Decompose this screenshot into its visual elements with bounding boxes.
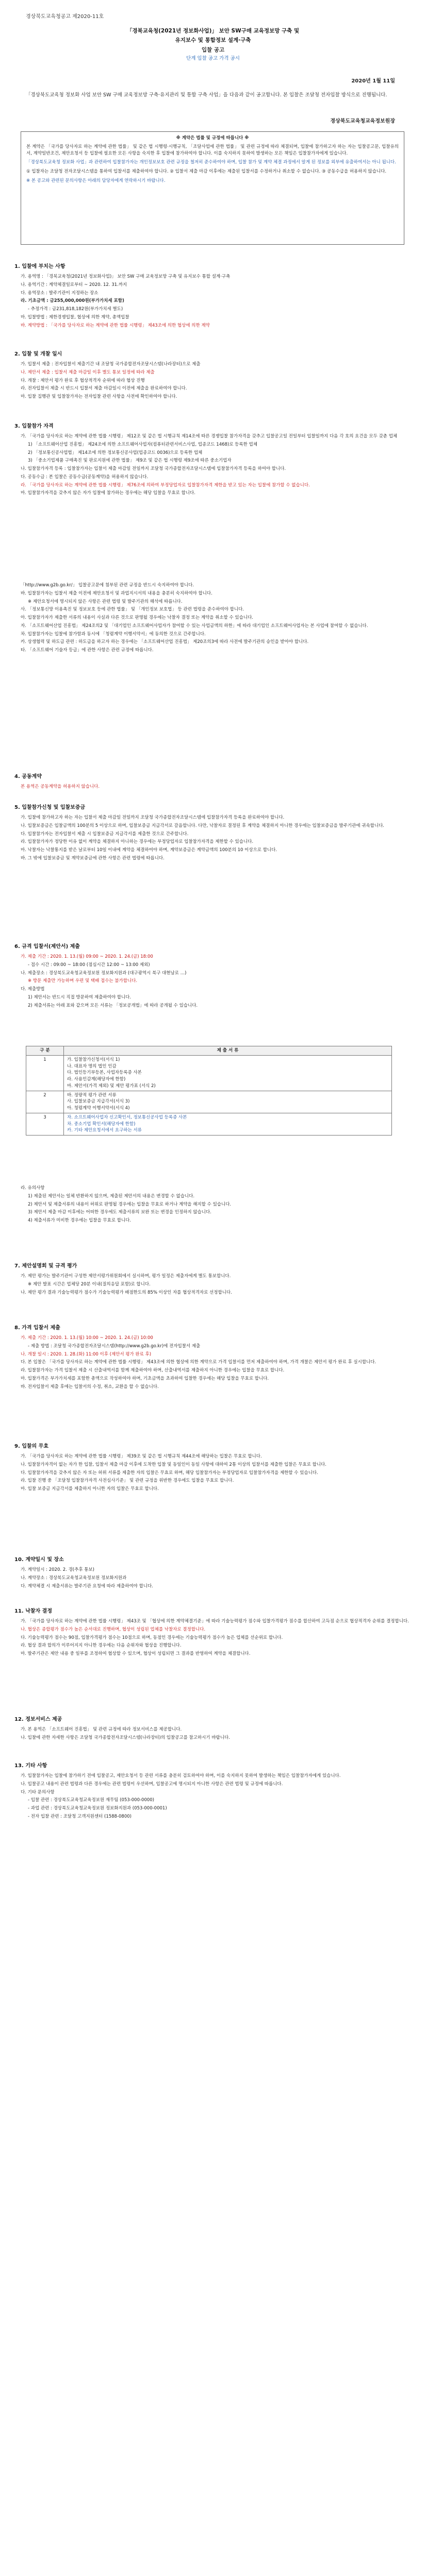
- section-line: 자. 「소프트웨어산업 진흥법」 제24조의2 및 「대기업인 소프트웨어사업자가 참여할 수 있는 사업금액의 하한」에 따라 대기업인 소프트웨어사업자는 본 사업에 참여할 수 없습니다.: [21, 623, 368, 629]
- section-line: 4) 제출서류가 미비한 경우에는 입찰을 무효로 합니다.: [28, 1218, 132, 1223]
- section-line: 나. 입찰참가자격이 없는 자가 한 입찰, 입찰서 제출 마감 이후에 도착한 입찰 및 동일인이 동일 사항에 대하여 2통 이상의 입찰서를 제출한 입찰은 무효로 합니다.: [21, 1462, 326, 1467]
- section-line: 가. 제출 기간 : 2020. 1. 13.(월) 09:00 ~ 2020. 1. 24.(금) 18:00: [21, 954, 153, 959]
- section-line: 다. 기타 문의사항: [21, 1789, 55, 1795]
- section-8: [14, 1324, 412, 1392]
- section-line: 나. 계약장소 : 경상북도교육청교육정보원 정보화지원과: [21, 1575, 127, 1581]
- row-content: 자. 소프트웨어사업자 신고확인서, 정보통신공사업 등록증 사본 차. 중소기업 확인서(해당자에 한함) 카. 기타 제안요청서에서 요구하는 서류: [64, 1113, 392, 1135]
- section-line: 나. 개찰 일시 : 2020. 1. 28.(화) 11:00 이후 (제안서 평가 완료 후): [21, 1351, 152, 1357]
- section-line: 가. 계약일시 : 2020. 2. 경(추후 통보): [21, 1567, 94, 1572]
- section-title: 9. 입찰의 무효: [14, 1444, 49, 1449]
- section-line: 마. 입찰가격은 부가가치세를 포함한 총액으로 작성하여야 하며, 기초금액을 초과하여 입찰한 경우에는 해당 입찰을 무효로 합니다.: [21, 1376, 269, 1381]
- section-line: 라. 유의사항: [21, 1185, 45, 1191]
- section-line: 마. 입찰 집행관 및 입찰참가자는 전자입찰 관련 사항을 사전에 확인하여야 합니다.: [21, 394, 177, 399]
- section-line: 가. 제출 기간 : 2020. 1. 13.(월) 10:00 ~ 2020. 1. 24.(금) 10:00: [21, 1335, 153, 1341]
- section-title: 7. 제안설명회 및 규격 평가: [14, 1263, 77, 1269]
- section-line: 다. 본 입찰은 「국가를 당사자로 하는 계약에 관한 법률 시행령」 제43조에 의한 협상에 의한 계약으로 가격 입찰서를 먼저 제출하여야 하며, 가격 개찰은 제안서 평가 완료 후 실시합니다.: [21, 1360, 376, 1365]
- section-title: 12. 정보서비스 제공: [14, 1717, 62, 1722]
- section-line: 아. 입찰참가자가 제출한 서류의 내용이 사실과 다른 것으로 판명될 경우에는 낙찰자 결정 또는 계약을 취소할 수 있습니다.: [21, 615, 253, 620]
- notice-heading: ※ 계약은 법률 및 규정에 따릅니다 ※: [176, 135, 249, 141]
- section-line: 나. 협상은 종합평가 점수가 높은 순서대로 진행하며, 협상이 성립된 업체를 낙찰자로 결정합니다.: [21, 1626, 206, 1632]
- documents-table: [26, 1046, 392, 1136]
- section-line: 마. 입찰방법 : 제한경쟁입찰, 협상에 의한 계약, 총액입찰: [21, 314, 129, 320]
- section-line: 2) 제안서 및 제출서류의 내용이 허위로 판명될 경우에는 입찰을 무효로 하거나 계약을 해지할 수 있습니다.: [28, 1201, 232, 1207]
- title-line-1: 「경북교육청(2021년 정보화사업)」 보안 SW구매 교육정보망 구축 및: [126, 28, 300, 34]
- section-line: 라. 협상 결과 합의가 이루어지지 아니한 경우에는 다음 순위자와 협상을 진행합니다.: [21, 1643, 182, 1649]
- row-content: 가. 입찰참가신청서(서식 1) 나. 대표자 명의 법인 인감 다. 법인등기부등본, 사업자등록증 사본 라. 사용인감계(해당자에 한함) 마. 제안서(가격 제외) 및 제안 평가표 (서식 2): [64, 1055, 392, 1091]
- section-line: 가. 입찰에 참가하고자 하는 자는 입찰서 제출 마감일 전일까지 조달청 국가종합전자조달시스템에 입찰참가자격 등록을 완료하여야 합니다.: [21, 815, 285, 820]
- section-line: - 입찰 관련 : 경상북도교육청교육정보원 재무팀 (053-000-0000): [28, 1798, 154, 1803]
- section-line: ※ 제안 발표 시간은 업체당 20분 이내(질의응답 포함)로 합니다.: [28, 1281, 151, 1287]
- section-line: 본 용역은 공동계약을 허용하지 않습니다.: [21, 784, 100, 789]
- notice-paragraph: 「경상북도교육청 정보화 사업」과 관련하여 입찰참가자는 개인정보보호 관련 규정을 철저히 준수하여야 하며, 입찰 참가 및 계약 체결 과정에서 알게 된 정보를 외부에 유출하여서는 아니 됩니다.: [26, 160, 396, 165]
- section-6-notes: [14, 1185, 412, 1226]
- section-line: 라. 기초금액 : 금255,000,000원(부가가치세 포함): [21, 298, 124, 304]
- section-line: 타. 「소프트웨어 기술자 등급」에 관한 사항은 관련 규정에 따릅니다.: [21, 648, 154, 653]
- table-header-row: [26, 1046, 392, 1056]
- title-line-2: 유지보수 및 통합정보 설계·구축: [175, 37, 251, 43]
- section-line: - 과업 관련 : 경상북도교육청교육정보원 정보화지원과 (053-000-0001): [28, 1806, 167, 1811]
- notice-number: 경상북도교육청공고 제2020-11호: [26, 14, 104, 20]
- section-line: 다. 공동수급 : 본 입찰은 공동수급(공동계약)을 허용하지 않습니다.: [21, 474, 149, 480]
- section-1: [14, 263, 412, 330]
- section-title: 13. 기타 사항: [14, 1763, 47, 1769]
- section-title: 8. 가격 입찰서 제출: [14, 1325, 60, 1331]
- section-line: 나. 제안서 제출 : 입찰서 제출 마감일 이후 별도 통보 일정에 따라 제출: [21, 369, 155, 375]
- notice-paragraph: ※ 본 공고와 관련된 문의사항은 아래의 담당자에게 연락하시기 바랍니다.: [26, 178, 166, 183]
- section-line: 사. 「정보통신망 이용촉진 및 정보보호 등에 관한 법률」 및 「개인정보 보호법」 등 관련 법령을 준수하여야 합니다.: [21, 607, 244, 613]
- section-line: 라. 입찰 진행 중 「조달청 입찰참가자격 사전심사기준」 및 관련 규정을 위반한 경우에도 입찰을 무효로 합니다.: [21, 1478, 234, 1484]
- section-title: 1. 입찰에 부치는 사항: [14, 264, 65, 269]
- section-4: [14, 773, 412, 792]
- title-block: [31, 27, 395, 63]
- section-3-cont: [14, 582, 412, 655]
- section-line: 2) 제출서류는 아래 표와 같으며 모든 서류는 「정보공개법」에 따라 공개될 수 있습니다.: [28, 1003, 198, 1008]
- section-line: 다. 용역장소 : 발주기관이 지정하는 장소: [21, 290, 99, 296]
- section-line: 바. 전자입찰서 제출 후에는 입찰서의 수정, 취소, 교환을 할 수 없습니다.: [21, 1384, 159, 1389]
- section-line: 바. 그 밖에 입찰보증금 및 계약보증금에 관한 사항은 관련 법령에 따릅니다.: [21, 855, 165, 861]
- section-13: [14, 1762, 412, 1822]
- section-line: 3) 제안서 제출 마감 이후에는 어떠한 경우에도 제출서류의 보완 또는 변경을 인정하지 않습니다.: [28, 1210, 211, 1215]
- section-line: 라. 전자입찰서 제출 시 반드시 입찰서 제출 마감일시 이전에 제출을 완료하여야 합니다.: [21, 386, 187, 392]
- table-row: [26, 1113, 392, 1135]
- row-content: 바. 정량적 평가 관련 서류 사. 입찰보증금 지급각서(서식 3) 아. 청렴계약 이행서약서(서식 4): [64, 1091, 392, 1113]
- section-line: 다. 계약체결 시 제출서류는 발주기관 요청에 따라 제출하여야 합니다.: [21, 1583, 153, 1589]
- section-3: [14, 422, 412, 498]
- section-5: [14, 804, 412, 863]
- section-line: 바. 계약방법 : 「국가를 당사자로 하는 계약에 관한 법률 시행령」 제43조에 의한 협상에 의한 계약: [21, 323, 210, 328]
- section-line: 마. 발주기관은 제안 내용 중 일부를 조정하여 협상할 수 있으며, 협상이 성립되면 그 결과를 반영하여 계약을 체결합니다.: [21, 1651, 251, 1656]
- section-line: 카. 상생협력 및 하도급 관련 : 하도급을 하고자 하는 경우에는 「소프트웨어산업 진흥법」 제20조의3에 따라 사전에 발주기관의 승인을 받아야 합니다.: [21, 639, 309, 645]
- section-7: [14, 1262, 412, 1297]
- section-line: - 접수 시간 : 09:00 ~ 18:00 (점심시간 12:00 ~ 13:00 제외): [28, 962, 150, 968]
- section-line: 나. 용역기간 : 계약체결일로부터 ~ 2020. 12. 31.까지: [21, 282, 127, 287]
- column-header: 제 출 서 류: [64, 1046, 392, 1056]
- section-line: ※ 제안요청서에 명시되지 않은 사항은 관련 법령 및 발주기관의 해석에 따릅니다.: [28, 599, 183, 604]
- section-title: 11. 낙찰자 결정: [14, 1608, 52, 1614]
- title-line-3: 입찰 공고: [201, 46, 225, 53]
- table-row: [26, 1091, 392, 1113]
- section-line: 「http://www.g2b.go.kr/」 입찰공고문에 첨부된 관련 규정을 반드시 숙지하여야 합니다.: [21, 583, 194, 588]
- section-line: 라. 입찰참가자가 정당한 이유 없이 계약을 체결하지 아니하는 경우에는 부정당업자로 입찰참가자격을 제한할 수 있습니다.: [21, 839, 254, 845]
- section-line: 바. 입찰참가자는 입찰서 제출 이전에 제안요청서 및 과업지시서의 내용을 충분히 숙지하여야 합니다.: [21, 590, 212, 596]
- section-line: - 추정가격 : 금231,818,182원(부가가치세 별도): [28, 307, 123, 312]
- column-header: 구 분: [26, 1046, 64, 1056]
- section-line: 가. 「국가를 당사자로 하는 계약에 관한 법률 시행령」 제43조 및 「협상에 의한 계약체결기준」에 따라 기술능력평가 점수와 입찰가격평가 점수를 합산하여 고득점 순으로 협상적격자 순위를 결정합니다.: [21, 1619, 409, 1624]
- agency-name: 경상북도교육청교육정보원장: [330, 118, 395, 124]
- section-line: 나. 입찰에 관한 자세한 사항은 조달청 국가종합전자조달시스템(나라장터)의 입찰공고를 참고하시기 바랍니다.: [21, 1735, 230, 1740]
- section-line: - 제출 방법 : 조달청 국가종합전자조달시스템(http://www.g2b.go.kr)에 전자입찰서 제출: [28, 1343, 201, 1349]
- section-title: 6. 규격 입찰서(제안서) 제출: [14, 944, 80, 950]
- section-line: 다. 기술능력평가 점수는 90점, 입찰가격평가 점수는 10점으로 하며, 동점인 경우에는 기술능력평가 점수가 높은 업체를 선순위로 합니다.: [21, 1635, 283, 1640]
- section-line: 다. 입찰참가자는 전자입찰서 제출 시 입찰보증금 지급각서를 제출한 것으로 간주합니다.: [21, 831, 189, 837]
- section-11: [14, 1607, 412, 1659]
- section-line: 라. 입찰참가자는 가격 입찰서 제출 시 산출내역서를 함께 제출하여야 하며, 산출내역서를 제출하지 아니한 경우에는 입찰을 무효로 합니다.: [21, 1368, 285, 1373]
- section-line: 1) 제안서는 반드시 직접 방문하여 제출하여야 합니다.: [28, 994, 132, 1000]
- section-line: 다. 제출방법: [21, 987, 45, 992]
- section-line: 나. 제안 평가 결과 기술능력평가 점수가 기술능력평가 배점한도의 85% 이상인 자를 협상적격자로 선정합니다.: [21, 1290, 232, 1295]
- section-line: 1) 제출된 제안서는 일체 반환하지 않으며, 제출된 제안서의 내용은 변경할 수 없습니다.: [28, 1193, 195, 1199]
- section-title: 4. 공동계약: [14, 774, 42, 779]
- section-line: 마. 낙찰자는 낙찰통지를 받은 날로부터 10일 이내에 계약을 체결하여야 하며, 계약보증금은 계약금액의 100분의 10 이상으로 합니다.: [21, 848, 277, 853]
- section-line: 가. 입찰참가자는 입찰에 참가하기 전에 입찰공고, 제안요청서 등 관련 서류를 충분히 검토하여야 하며, 이를 숙지하지 못하여 발생하는 책임은 입찰참가자에게 있습니다.: [21, 1773, 341, 1778]
- section-title: 5. 입찰참가신청 및 입찰보증금: [14, 805, 86, 810]
- section-title: 10. 계약일시 및 장소: [14, 1557, 64, 1563]
- section-line: 다. 개찰 : 제안서 평가 완료 후 협상적격자 순위에 따라 협상 진행: [21, 378, 145, 383]
- notice-date: 2020년 1월 11일: [351, 78, 395, 84]
- row-number: 3: [26, 1113, 64, 1135]
- intro-text: 「경상북도교육청 정보화 사업 보안 SW 구매 교육정보망 구축·유지관리 및 통합 구축 사업」을 다음과 같이 공고합니다. 본 입찰은 조달청 전자입찰 방식으로 진행됩니다.: [26, 92, 387, 98]
- section-10: [14, 1556, 412, 1591]
- title-subtitle: 단계 입찰 공고 가격 공시: [186, 56, 240, 62]
- section-line: 나. 입찰공고 내용이 관련 법령과 다른 경우에는 관련 법령이 우선하며, 입찰공고에 명시되지 아니한 사항은 관련 법령 및 규정에 따릅니다.: [21, 1781, 283, 1787]
- section-2: [14, 350, 412, 402]
- section-line: 가. 「국가를 당사자로 하는 계약에 관한 법률 시행령」 제12조 및 같은 법 시행규칙 제14조에 따른 경쟁입찰 참가자격을 갖추고 입찰공고일 전일부터 입찰일까지 다음 각 호의 요건을 모두 갖춘 업체: [21, 434, 398, 439]
- section-6: [14, 943, 412, 1010]
- section-line: 1) 「소프트웨어산업 진흥법」 제24조에 의한 소프트웨어사업자(컴퓨터관련서비스사업, 업종코드 1468)로 등록한 업체: [28, 442, 257, 447]
- section-9: [14, 1443, 412, 1494]
- section-line: 나. 입찰보증금은 입찰금액의 100분의 5 이상으로 하며, 입찰보증금 지급각서로 갈음합니다. 다만, 낙찰자로 결정된 후 계약을 체결하지 아니한 경우에는 입찰보증금을 발주기관에 귀속합니다.: [21, 823, 385, 828]
- table-row: [26, 1055, 392, 1091]
- row-number: 2: [26, 1091, 64, 1113]
- section-line: 나. 제출장소 : 경상북도교육청교육정보원 정보화지원과 (대구광역시 북구 대현남로 …): [21, 970, 187, 976]
- section-line: 가. 본 용역은 「소프트웨어 진흥법」 및 관련 규정에 따라 정보서비스를 제공합니다.: [21, 1727, 182, 1732]
- section-12: [14, 1716, 412, 1743]
- section-line: 가. 용역명 : 「경북교육청(2021년 정보화사업)」 보안 SW 구매 교육정보망 구축 및 유지보수 통합 설계·구축: [21, 274, 231, 279]
- section-line: 마. 입찰 보증금 지급각서를 제출하지 아니한 자의 입찰은 무효로 합니다.: [21, 1486, 159, 1492]
- section-title: 3. 입찰참가 자격: [14, 423, 54, 429]
- section-line: 가. 제안 평가는 발주기관이 구성한 제안서평가위원회에서 실시하며, 평가 일정은 제출자에게 별도 통보합니다.: [21, 1274, 231, 1279]
- row-number: 1: [26, 1055, 64, 1091]
- section-line: 나. 입찰참가자격 등록 : 입찰참가자는 입찰서 제출 마감일 전일까지 조달청 국가종합전자조달시스템에 입찰참가자격 등록을 하여야 합니다.: [21, 466, 286, 471]
- section-line: 라. 「국가를 당사자로 하는 계약에 관한 법률 시행령」 제76조에 의하여 부정당업자로 입찰참가자격 제한을 받고 있는 자는 입찰에 참가할 수 없습니다.: [21, 482, 310, 488]
- section-line: - 전자 입찰 관련 : 조달청 고객지원센터 (1588-0800): [28, 1814, 132, 1819]
- section-line: 다. 입찰참가자격을 갖추지 않은 자 또는 허위 서류를 제출한 자의 입찰은 무효로 하며, 해당 입찰참가자는 부정당업자로 입찰참가자격을 제한할 수 있습니다.: [21, 1470, 318, 1476]
- section-title: 2. 입찰 및 개찰 일시: [14, 351, 62, 357]
- section-line: 가. 「국가를 당사자로 하는 계약에 관한 법률 시행령」 제39조 및 같은 법 시행규칙 제44조에 해당하는 입찰은 무효로 합니다.: [21, 1454, 262, 1459]
- notice-box: [21, 131, 404, 245]
- section-line: 3) 「중소기업제품 구매촉진 및 판로지원에 관한 법률」 제9조 및 같은 법 시행령 제9조에 따른 중소기업자: [28, 458, 232, 464]
- section-line: 2) 「정보통신공사업법」 제14조에 의한 정보통신공사업(업종코드 0036)으로 등록한 업체: [28, 450, 203, 455]
- notice-paragraph: ① 입찰자는 조달청 전자조달시스템을 통하여 입찰서를 제출하여야 합니다. ② 입찰서 제출 마감 이후에는 제출된 입찰서를 수정하거나 취소할 수 없습니다. ③ 공동수급을 허용하지 않습니다.: [26, 169, 387, 174]
- notice-paragraph: 본 계약은 「국가를 당사자로 하는 계약에 관한 법률」 및 같은 법 시행령·시행규칙, 「조달사업에 관한 법률」 및 관련 규정에 따라 체결되며, 입찰에 참가하고자 하는 자는 입찰공고문, 입찰유의서, 계약일반조건, 제안요청서 등 입찰에 필요한 모든 사항을 숙지한 후 입찰에 참가하여야 합니다. 이를 숙지하지 못하여 발생하는 모든 책임은 입찰참가자에게 있습니다.: [26, 144, 399, 156]
- section-line: ※ 방문 제출만 가능하며 우편 및 택배 접수는 불가합니다.: [28, 978, 138, 984]
- section-line: 차. 입찰참가자는 입찰에 참가함과 동시에 「청렴계약 이행서약서」에 동의한 것으로 간주합니다.: [21, 631, 206, 637]
- section-line: 가. 입찰서 제출 : 전자입찰서 제출기간 내 조달청 국가종합전자조달시스템(나라장터)으로 제출: [21, 362, 201, 367]
- section-line: 마. 입찰참가자격을 갖추지 않은 자가 입찰에 참가하는 경우에는 해당 입찰을 무효로 합니다.: [21, 490, 195, 496]
